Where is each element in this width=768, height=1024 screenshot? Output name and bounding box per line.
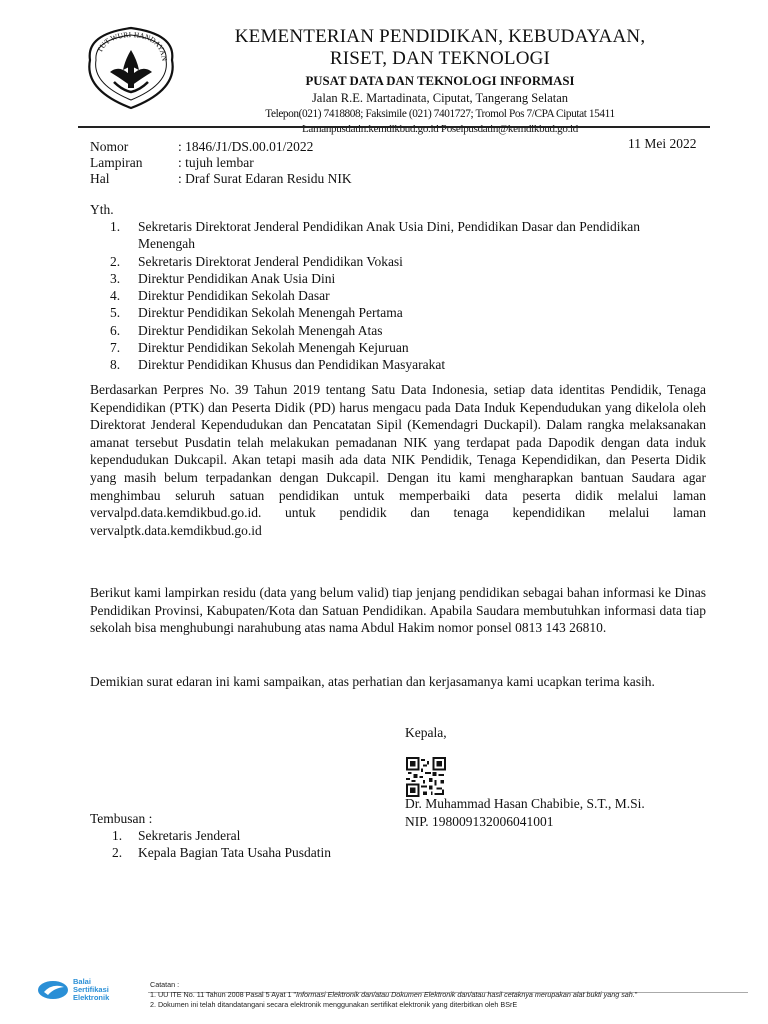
nomor-value: : 1846/J1/DS.00.01/2022 [178,139,314,154]
list-item: 3. Direktur Pendidikan Anak Usia Dini [110,270,336,286]
letterhead [190,26,690,137]
lampiran-label: Lampiran [90,155,143,170]
lampiran-value: : tujuh lembar [178,155,254,170]
signatory-nip: NIP. 198009132006041001 [405,814,554,829]
signatory-role: Kepala, [405,725,447,740]
svg-text:TUT WURI HANDAYANI: TUT WURI HANDAYAN [94,29,170,62]
list-item: 1. Sekretaris Direktorat Jenderal Pendidikan Anak Usia Dini, Pendidikan Dasar dan Pendidikan Menengah [110,219,641,252]
list-item: 2. Sekretaris Direktorat Jenderal Pendidikan Vokasi [110,253,403,269]
signatory [405,795,645,831]
notes-title: Catatan : [150,980,180,989]
cc-label: Tembusan : [90,811,153,826]
meta-hal [90,171,352,187]
hal-value: : Draf Surat Edaran Residu NIK [178,171,352,186]
list-item: 4. Direktur Pendidikan Sekolah Dasar [110,288,330,304]
nomor-label: Nomor [90,139,129,154]
unit-name: PUSAT DATA DAN TEKNOLOGI INFORMASI [305,74,575,88]
body-paragraph-3: Demikian surat edaran ini kami sampaikan, atas perhatian dan kerjasamanya kami ucapkan terima kasih. [90,674,655,689]
contact-line: Telepon(021) 7418808; Faksimile (021) 7401727; Tromol Pos 7/CPA Ciputat 15411 [265,108,615,120]
list-item: 1. Sekretaris Jenderal [112,828,241,843]
list-item: 6. Direktur Pendidikan Sekolah Menengah Atas [110,322,383,338]
ministry-name-line1: KEMENTERIAN PENDIDIKAN, KEBUDAYAAN, [234,26,646,47]
web-line: Lamanpusdatin.kemdikbud.go.id Poselpusdatin@kemdikbud.go.id [302,123,578,135]
letter-date: 11 Mei 2022 [628,136,697,151]
list-item: 5. Direktur Pendidikan Sekolah Menengah Pertama [110,305,403,321]
list-item: 7. Direktur Pendidikan Sekolah Menengah Kejuruan [110,340,409,356]
hal-label: Hal [90,171,110,186]
footer-notes [150,980,637,1010]
bsre-swoosh-icon [36,979,70,1001]
meta-lampiran [90,155,352,171]
bsre-logo: Balai Sertifikasi Elektronik [36,978,109,1002]
ministry-name-line2: RISET, DAN TEKNOLOGI [329,48,551,69]
signatory-name: Dr. Muhammad Hasan Chabibie, S.T., M.Si. [405,796,645,811]
note-1: 1. UU ITE No. 11 Tahun 2008 Pasal 5 Ayat 1 "Informasi Elektronik dan/atau Dokumen Elektronik dan/atau hasil cetaknya merupakan alat bukti yang sah." [150,990,638,999]
list-item: 2. Kepala Bagian Tata Usaha Pusdatin [112,845,332,860]
address: Jalan R.E. Martadinata, Ciputat, Tangerang Selatan [311,91,569,105]
carbon-copy [90,810,331,861]
body-paragraph-1: Berdasarkan Perpres No. 39 Tahun 2019 tentang Satu Data Indonesia, setiap data identitas Pendidik, Tenaga Kependidikan (PTK) dan Peserta Didik (PD) harus mengacu pada Data Induk Kependudukan yang dikelola oleh Direktorat Jenderal Kependudukan dan Pencatatan Sipil (Kemendagri Duckapil). Dalam rangka melaksanakan amanat tersebut Pusdatin telah melakukan pemadanan NIK yang terdapat pada Dapodik dengan data induk kependudukan Dukcapil. Akan tetapi masih ada data NIK Pendidik, Tenaga Kependidikan, dan Peserta Didik yang masih belum terpadankan dengan Dukcapil. Dengan itu kami mengharapkan bantuan Saudara agar menghimbau seluruh satuan pendidikan untuk memperbaiki data peserta didik melalui laman vervalpd.data.kemdikbud.go.id. untuk pendidik dan tenaga kependidikan melalui laman vervalptk.data.kemdikbud.go.id [90,382,706,538]
qr-code-icon [406,757,446,797]
letter-meta [90,139,352,187]
list-item: 8. Direktur Pendidikan Khusus dan Pendidikan Masyarakat [110,357,446,373]
tut-wuri-handayani-logo [80,20,182,114]
letterhead-divider [78,126,710,128]
meta-nomor [90,139,352,155]
note-2: 2. Dokumen ini telah ditandatangani secara elektronik menggunakan sertifikat elektronik yang diterbitkan oleh BSrE [150,1000,518,1009]
salutation: Yth. [90,202,114,217]
body-paragraph-2: Berikut kami lampirkan residu (data yang belum valid) tiap jenjang pendidikan sebagai bahan informasi ke Dinas Pendidikan Provinsi, Kabupaten/Kota dan Satuan Pendidikan. Apabila Saudara membutuhkan informasi data tiap sekolah bisa menghubungi narahubung atas nama Abdul Hakim nomor ponsel 0813 143 26810. [90,585,706,636]
recipient-list [110,218,670,374]
